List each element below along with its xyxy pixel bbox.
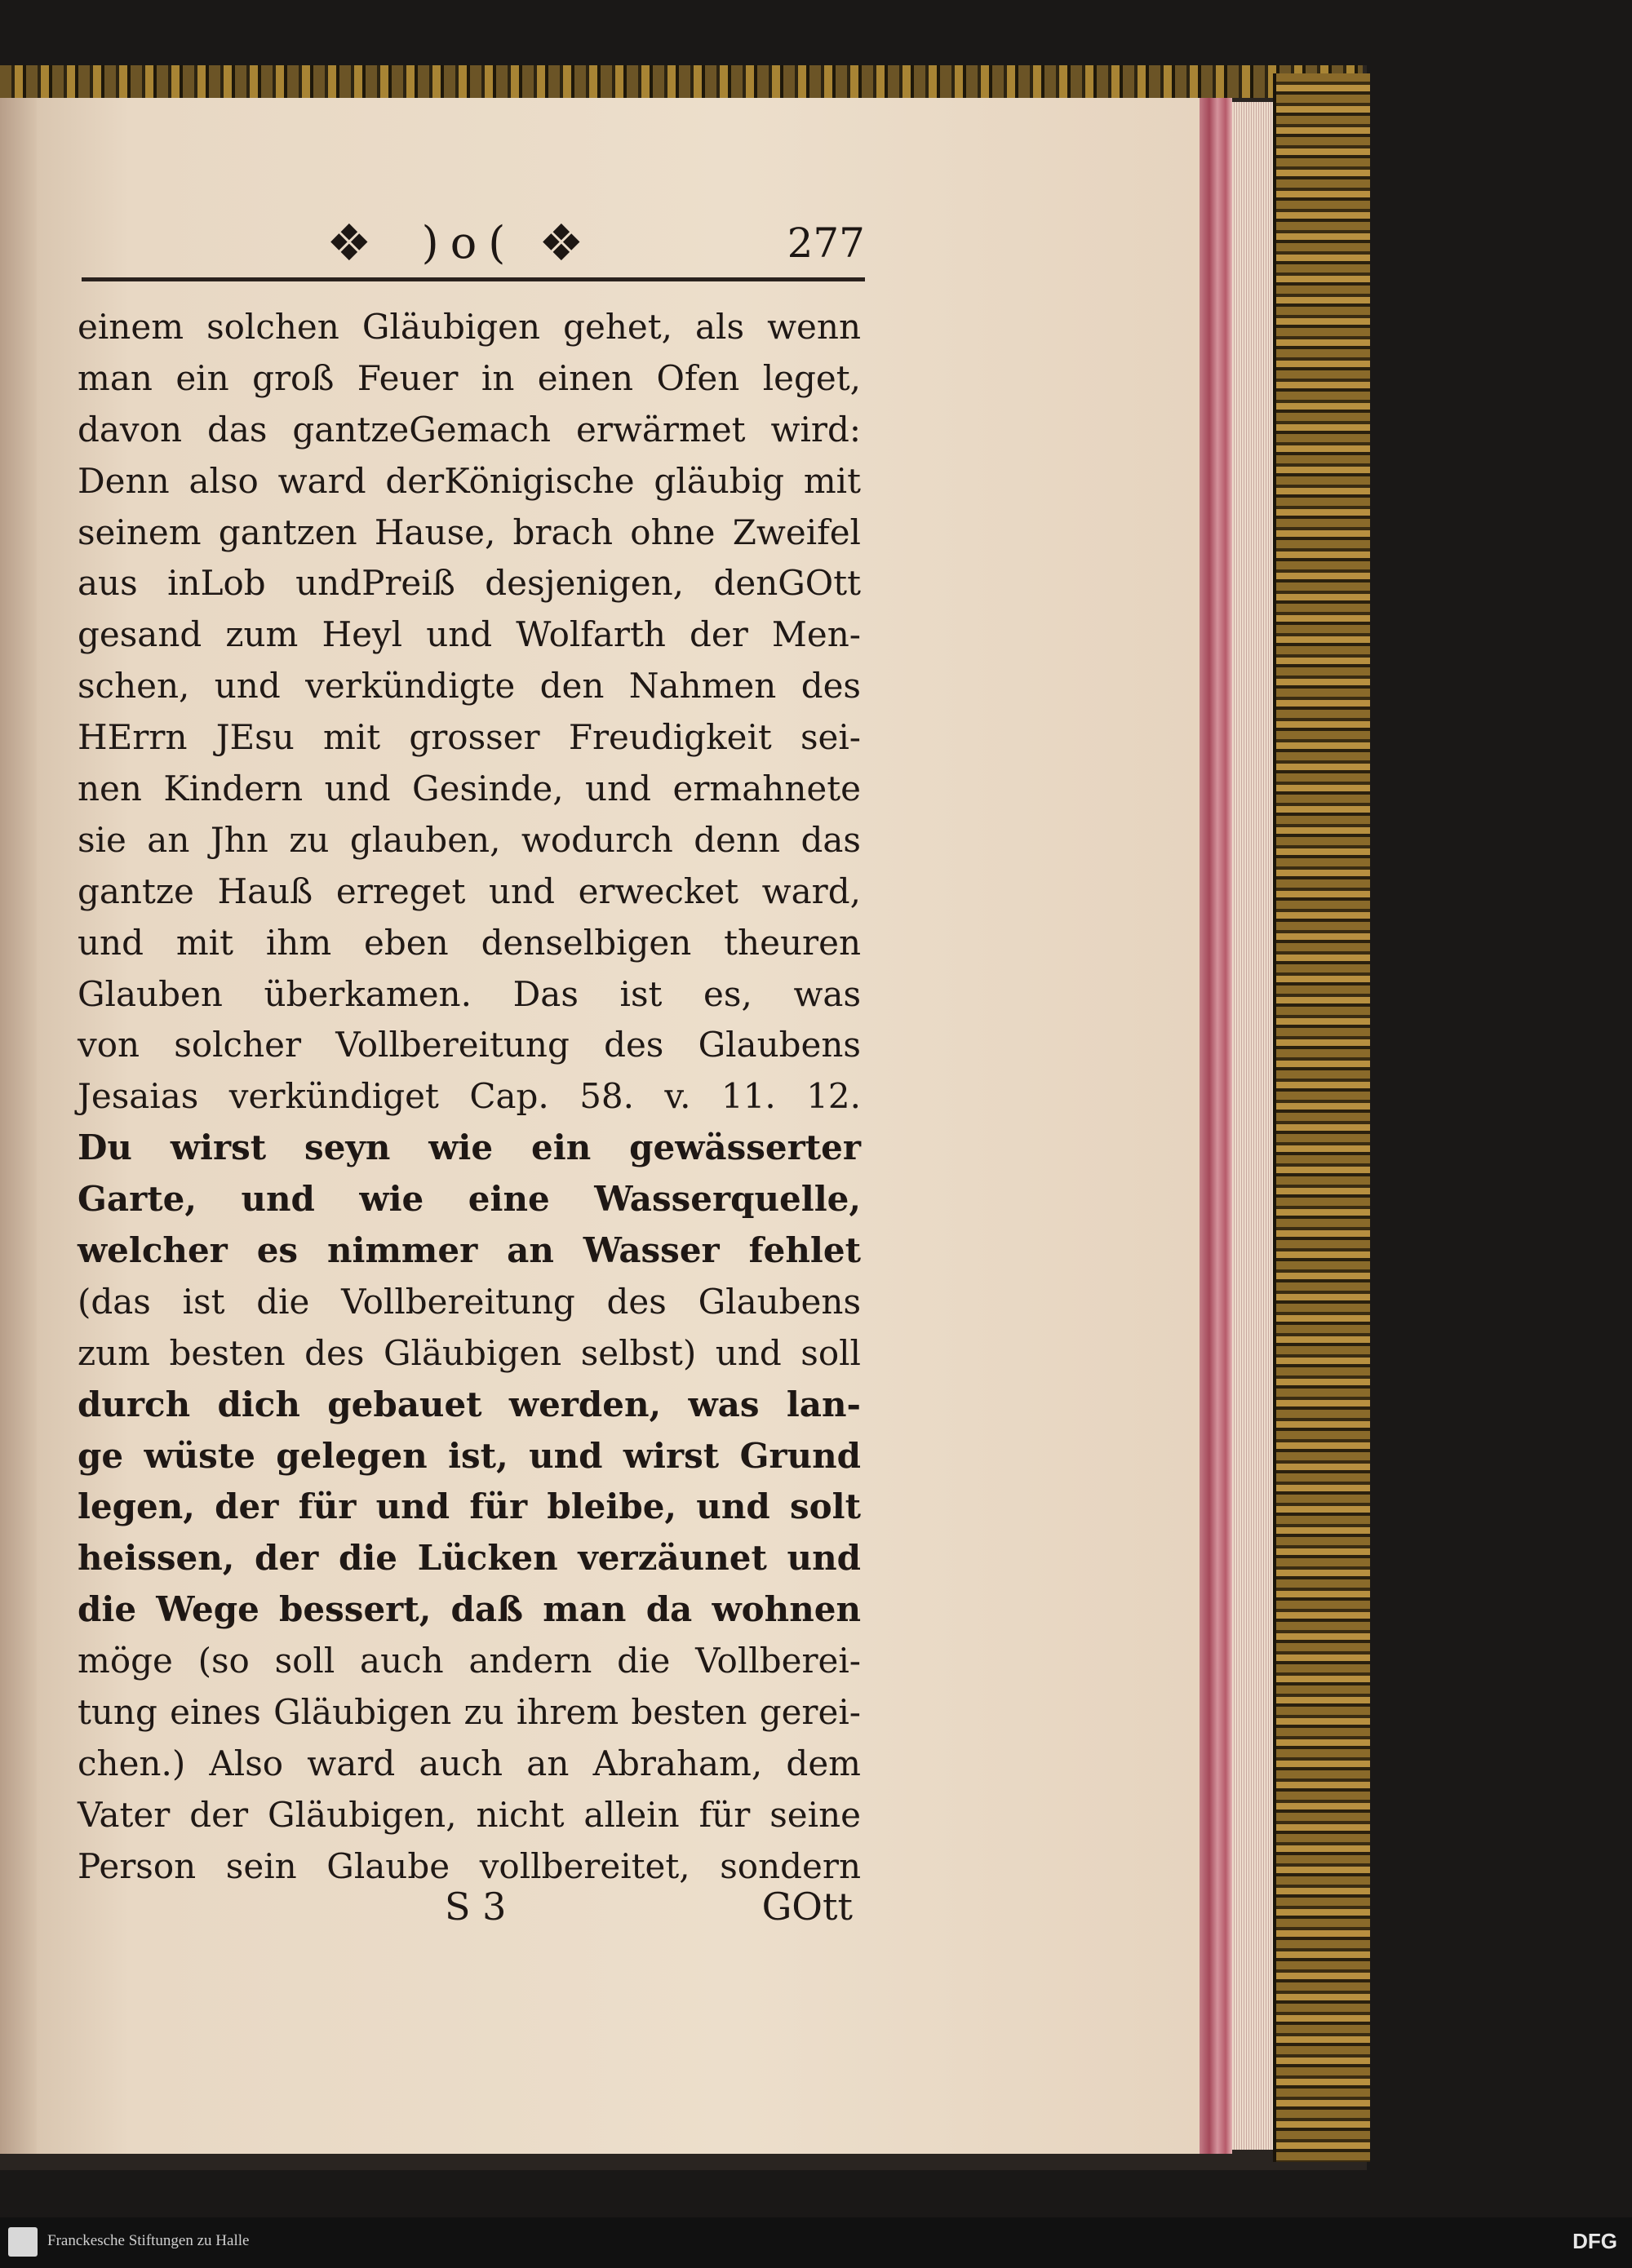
page-number: 277 [787,219,865,267]
institution-logo-icon [8,2227,38,2257]
text-line: aus inLob undPreiß desjenigen, denGOtt [78,563,861,604]
text-line: (das ist die Vollbereitung des Glaubens [78,1281,861,1322]
body-text [78,302,861,1893]
signature-mark: S 3 [445,1885,507,1929]
text-line: man ein groß Feuer in einen Ofen leget, [78,357,861,398]
header-rule [82,277,865,281]
text-line: HErrn JEsu mit grosser Freudigkeit sei- [78,717,861,758]
quote-line: die Wege bessert, daß man da wohnen [78,1589,861,1630]
text-line: seinem gantzen Hause, brach ohne Zweifel [78,512,861,552]
quote-line: heissen, der die Lücken verzäunet und [78,1538,861,1579]
text-line: Denn also ward derKönigische gläubig mit [78,460,861,501]
viewer-footer [0,2217,1632,2268]
text-line: sie an Jhn zu glauben, wodurch denn das [78,819,861,860]
text-line: gesand zum Heyl und Wolfarth der Men- [78,614,861,655]
text-line: schen, und verkündigte den Nahmen des [78,666,861,707]
dfg-logo: DFG [1572,2229,1617,2253]
text-line: möge (so soll auch andern die Vollberei- [78,1641,861,1681]
running-header [82,210,865,276]
text-line: einem solchen Gläubigen gehet, als wenn [78,307,861,347]
left-page-edge [0,98,38,2154]
quote-line: ge wüste gelegen ist, und wirst Grund [78,1435,861,1476]
text-line: chen.) Also ward auch an Abraham, dem [78,1743,861,1783]
text-line: von solcher Vollbereitung des Glaubens [78,1025,861,1065]
institution-name: Franckesche Stiftungen zu Halle [47,2232,250,2249]
text-line: Person sein Glaube vollbereitet, sondern [78,1845,861,1886]
text-line: nen Kindern und Gesinde, und ermahnete [78,769,861,809]
right-gilt-border [1273,73,1370,2162]
quote-line: Du wirst seyn wie ein gewässerter [78,1127,861,1168]
catchword: GOtt [761,1885,853,1929]
quote-line: welcher es nimmer an Wasser fehlet [78,1230,861,1271]
text-line: tung eines Gläubigen zu ihrem besten gerei- [78,1692,861,1733]
ornament-left-icon: ❖ [326,213,372,272]
text-line: zum besten des Gläubigen selbst) und soll [78,1332,861,1373]
ornament-right-icon: ❖ [539,213,584,272]
header-parens: )o( [421,217,517,268]
text-line: und mit ihm eben denselbigen theuren [78,922,861,963]
text-line: gantze Hauß erreget und erwecket ward, [78,870,861,911]
quote-line: legen, der für und für bleibe, und solt [78,1486,861,1527]
text-line: Jesaias verkündiget Cap. 58. v. 11. 12. [78,1076,861,1117]
page-block-edge [1232,102,1273,2150]
top-gilt-border [0,65,1363,98]
quote-line: durch dich gebauet werden, was lan- [78,1384,861,1424]
quote-line: Garte, und wie eine Wasserquelle, [78,1179,861,1220]
text-line: Glauben überkamen. Das ist es, was [78,973,861,1014]
page-footer-line [78,1885,861,1942]
text-line: Vater der Gläubigen, nicht allein für seine [78,1794,861,1835]
text-line: davon das gantzeGemach erwärmet wird: [78,409,861,450]
red-page-edge [1200,98,1232,2154]
